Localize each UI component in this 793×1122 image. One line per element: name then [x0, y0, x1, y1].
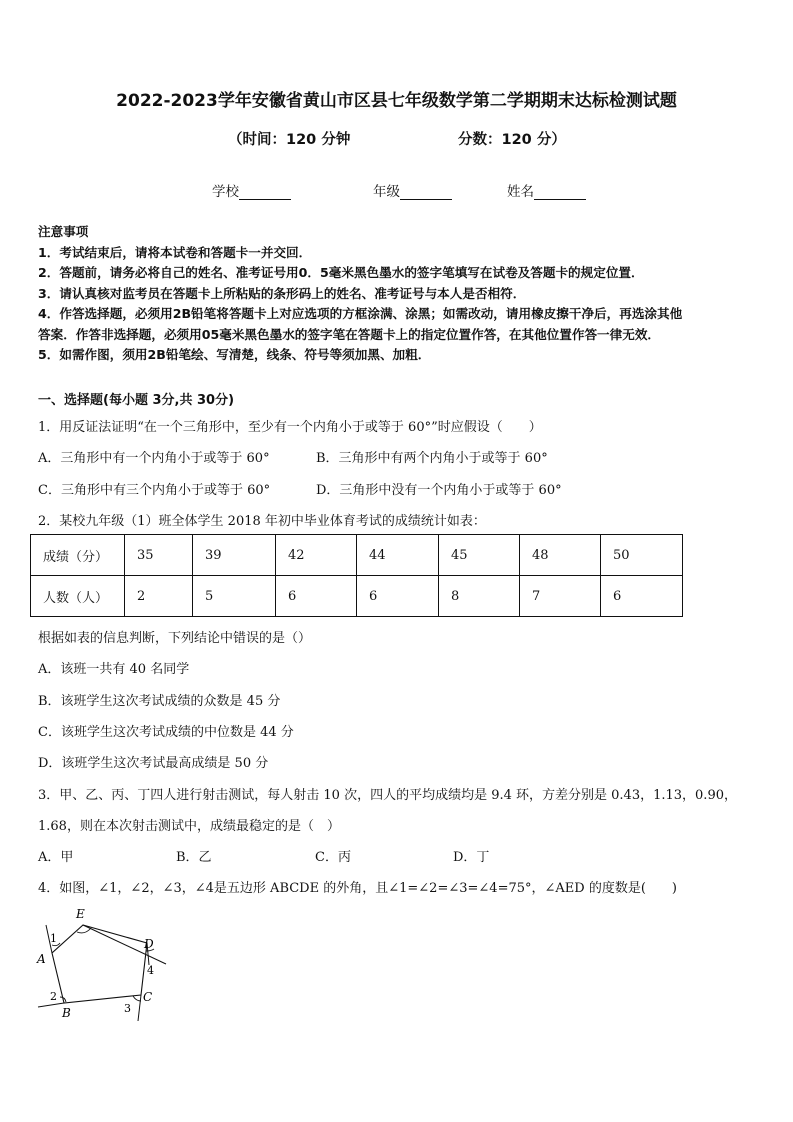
- name-field[interactable]: [507, 180, 586, 200]
- note-item: 3．请认真核对监考员在答题卡上所粘贴的条形码上的姓名、准考证号与本人是否相符．: [38, 285, 526, 301]
- label-b: B: [62, 1006, 71, 1020]
- name-label: 姓名: [507, 184, 534, 200]
- table-cell: 48: [520, 535, 601, 576]
- q2-option-d[interactable]: D．该班学生这次考试最高成绩是 50 分: [38, 756, 269, 771]
- q1-option-d[interactable]: D．三角形中没有一个内角小于或等于 60°: [316, 483, 562, 498]
- angle-label-4: 4: [147, 964, 154, 977]
- table-header-cell: 人数（人）: [31, 576, 125, 617]
- name-blank[interactable]: [534, 185, 586, 200]
- table-cell: 44: [357, 535, 439, 576]
- label-d: D: [144, 937, 154, 951]
- table-cell: 8: [439, 576, 520, 617]
- q1-option-b[interactable]: B．三角形中有两个内角小于或等于 60°: [316, 451, 548, 466]
- table-row: [31, 535, 683, 576]
- table-cell: 35: [125, 535, 193, 576]
- school-field[interactable]: [212, 180, 291, 200]
- note-item: 4．作答选择题，必须用2B铅笔将答题卡上对应选项的方框涂满、涂黑；如需改动，请用橡皮擦干净后，再选涂其他: [38, 306, 683, 321]
- exam-time: （时间：120 分钟: [228, 132, 351, 148]
- section-title: 一、选择题(每小题 3分,共 30分): [38, 393, 235, 408]
- q3-option-b[interactable]: B．乙: [176, 850, 212, 865]
- grade-blank[interactable]: [400, 185, 452, 200]
- grade-label: 年级: [373, 184, 400, 200]
- table-header-cell: 成绩（分）: [31, 535, 125, 576]
- label-e: E: [76, 907, 85, 921]
- school-label: 学校: [212, 184, 239, 200]
- q3-option-c[interactable]: C．丙: [315, 850, 351, 865]
- table-cell: 6: [276, 576, 357, 617]
- extension-line: [38, 1003, 64, 1007]
- angle-label-1: 1: [50, 932, 57, 945]
- q1-option-a[interactable]: A．三角形中有一个内角小于或等于 60°: [38, 451, 270, 466]
- grade-field[interactable]: [373, 180, 452, 200]
- extension-line: [138, 995, 141, 1021]
- note-item: 5．如需作图，须用2B铅笔绘、写清楚，线条、符号等须加黑、加粗．: [38, 347, 431, 362]
- q2-option-c[interactable]: C．该班学生这次考试成绩的中位数是 44 分: [38, 725, 294, 740]
- pentagon-figure: [30, 905, 180, 1025]
- q3-option-a[interactable]: A．甲: [38, 850, 74, 865]
- table-cell: 5: [193, 576, 276, 617]
- label-c: C: [143, 990, 153, 1004]
- q1-stem: 1．用反证法证明“在一个三角形中，至少有一个内角小于或等于 60°”时应假设（ ）: [38, 420, 542, 435]
- exam-score: 分数：120 分）: [458, 132, 566, 148]
- table-cell: 42: [276, 535, 357, 576]
- note-item: 1．考试结束后，请将本试卷和答题卡一并交回．: [38, 244, 312, 260]
- q2-option-a[interactable]: A．该班一共有 40 名同学: [38, 662, 190, 677]
- q3-option-d[interactable]: D．丁: [453, 850, 490, 865]
- notes-heading: 注意事项: [38, 224, 89, 239]
- table-cell: 6: [601, 576, 683, 617]
- label-a: A: [37, 952, 46, 966]
- table-cell: 45: [439, 535, 520, 576]
- note-item: 答案．作答非选择题，必须用05毫米黑色墨水的签字笔在答题卡上的指定位置作答，在其他位置作答一律无效．: [38, 326, 661, 342]
- note-item: 2．答题前，请务必将自己的姓名、准考证号用0．5毫米黑色墨水的签字笔填写在试卷及答题卡的规定位置．: [38, 265, 644, 280]
- table-cell: 39: [193, 535, 276, 576]
- angle-label-2: 2: [50, 990, 57, 1003]
- pentagon-abcde: [52, 925, 147, 1003]
- table-cell: 50: [601, 535, 683, 576]
- exam-title: 2022-2023学年安徽省黄山市区县七年级数学第二学期期末达标检测试题: [116, 91, 677, 111]
- q3-stem-line2: 1.68，则在本次射击测试中，成绩最稳定的是（ ）: [38, 819, 340, 834]
- notes-block: [38, 222, 758, 366]
- q2-prompt: 根据如表的信息判断，下列结论中错误的是（）: [38, 631, 312, 646]
- q3-stem-line1: 3．甲、乙、丙、丁四人进行射击测试，每人射击 10 次，四人的平均成绩均是 9.4 环，方差分别是 0.43，1.13，0.90，: [38, 788, 737, 803]
- table-cell: 6: [357, 576, 439, 617]
- q1-option-c[interactable]: C．三角形中有三个内角小于或等于 60°: [38, 483, 271, 498]
- school-blank[interactable]: [239, 185, 291, 200]
- q2-stem: 2．某校九年级（1）班全体学生 2018 年初中毕业体育考试的成绩统计如表：: [38, 514, 486, 529]
- table-row: [31, 576, 683, 617]
- table-cell: 7: [520, 576, 601, 617]
- angle-label-3: 3: [124, 1002, 131, 1015]
- table-cell: 2: [125, 576, 193, 617]
- q4-stem: 4．如图，∠1，∠2，∠3，∠4是五边形 ABCDE 的外角，且∠1=∠2=∠3=∠4=75°，∠AED 的度数是( ): [38, 881, 677, 896]
- q2-option-b[interactable]: B．该班学生这次考试成绩的众数是 45 分: [38, 694, 281, 709]
- angle-arc: [133, 996, 141, 1001]
- score-table: [30, 534, 683, 617]
